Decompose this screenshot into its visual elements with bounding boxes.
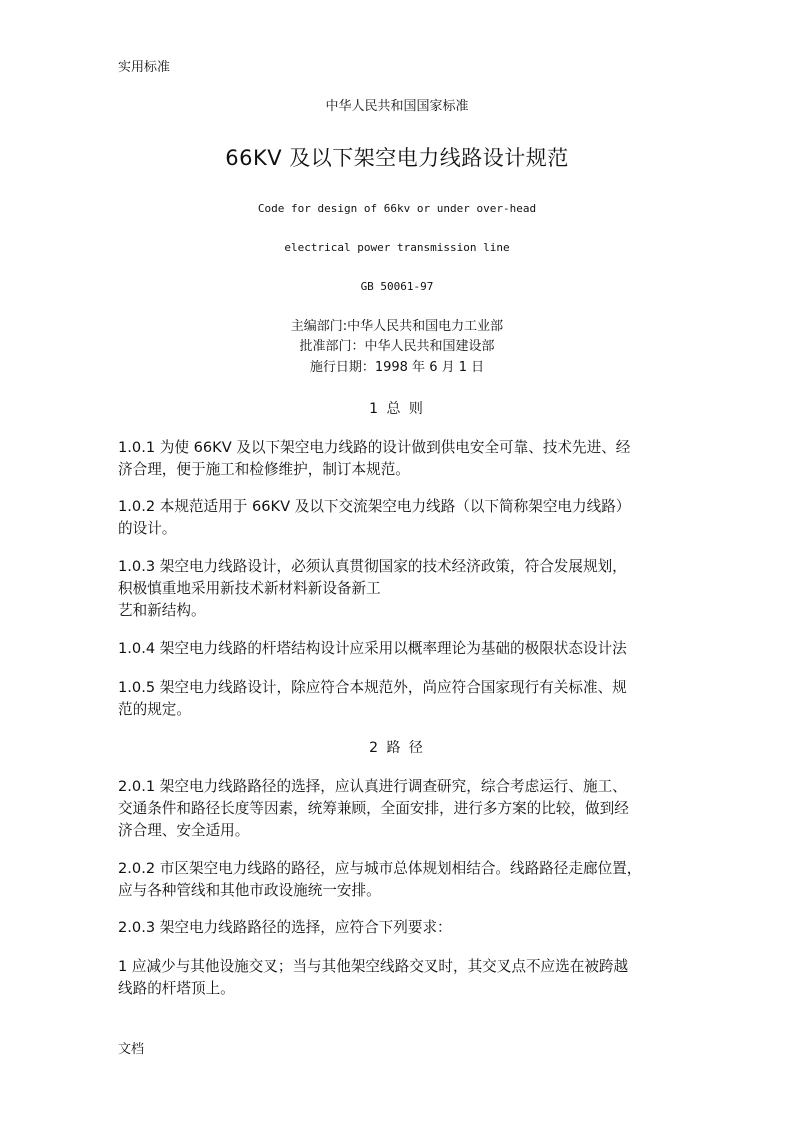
clause-line: 1.0.2 本规范适用于 66KV 及以下交流架空电力线路（以下简称架空电力线路） <box>118 498 631 515</box>
clause-2-0-1 <box>118 776 688 842</box>
clause-1-0-4 <box>118 638 688 660</box>
clause-1-0-3 <box>118 556 688 622</box>
clause-line: 2.0.2 市区架空电力线路的路径，应与城市总体规划相结合。线路路径走廊位置， <box>118 860 642 877</box>
clause-1-0-5 <box>118 677 688 721</box>
english-title-line-2: electrical power transmission line <box>284 241 510 254</box>
clause-line: 交通条件和路径长度等因素，统筹兼顾，全面安排，进行多方案的比较，做到经 <box>118 800 629 817</box>
clause-line: 范的规定。 <box>118 701 191 718</box>
clause-2-0-3 <box>118 917 688 939</box>
clause-line: 1.0.4 架空电力线路的杆塔结构设计应采用以概率理论为基础的极限状态设计法 <box>118 640 627 657</box>
clause-line: 积极慎重地采用新技术新材料新设备新工 <box>118 580 381 597</box>
clause-line: 应与各种管线和其他市政设施统一安排。 <box>118 882 381 899</box>
clause-line: 1.0.5 架空电力线路设计，除应符合本规范外，尚应符合国家现行有关标准、规 <box>118 679 627 696</box>
clause-line: 线路的杆塔顶上。 <box>118 980 235 997</box>
clause-line: 1 应减少与其他设施交叉；当与其他架空线路交叉时，其交叉点不应选在被跨越 <box>118 958 629 975</box>
section-heading-route: 2 路 径 <box>369 740 425 756</box>
document-title: 66KV 及以下架空电力线路设计规范 <box>225 146 569 170</box>
page-header-label: 实用标准 <box>118 60 171 75</box>
clause-line: 2.0.1 架空电力线路路径的选择，应认真进行调查研究，综合考虑运行、施工、 <box>118 778 627 795</box>
english-title-line-1: Code for design of 66kv or under over-head <box>257 202 537 215</box>
clause-2-0-2 <box>118 858 688 902</box>
standard-code: GB 50061-97 <box>360 280 434 293</box>
section-heading-general: 1 总 则 <box>369 401 425 417</box>
clause-line: 1.0.1 为使 66KV 及以下架空电力线路的设计做到供电安全可靠、技术先进、经 <box>118 439 631 456</box>
effective-date: 施行日期：1998 年 6 月 1 日 <box>309 360 485 375</box>
clause-line: 1.0.3 架空电力线路设计，必须认真贯彻国家的技术经济政策，符合发展规划， <box>118 558 627 575</box>
clause-line: 2.0.3 架空电力线路路径的选择，应符合下列要求： <box>118 919 452 936</box>
clause-2-0-3-item-1 <box>118 956 688 1000</box>
clause-line: 济合理、安全适用。 <box>118 822 250 839</box>
editor-department: 主编部门:中华人民共和国电力工业部 <box>290 319 504 334</box>
clause-1-0-2 <box>118 496 688 540</box>
page-footer-label: 文档 <box>118 1042 145 1057</box>
clause-1-0-1 <box>118 437 688 481</box>
clause-line: 济合理，便于施工和检修维护，制订本规范。 <box>118 461 410 478</box>
issuing-org: 中华人民共和国国家标准 <box>325 99 469 114</box>
clause-line: 的设计。 <box>118 520 177 537</box>
approver-department: 批准部门：中华人民共和国建设部 <box>299 339 495 354</box>
clause-line: 艺和新结构。 <box>118 602 206 619</box>
